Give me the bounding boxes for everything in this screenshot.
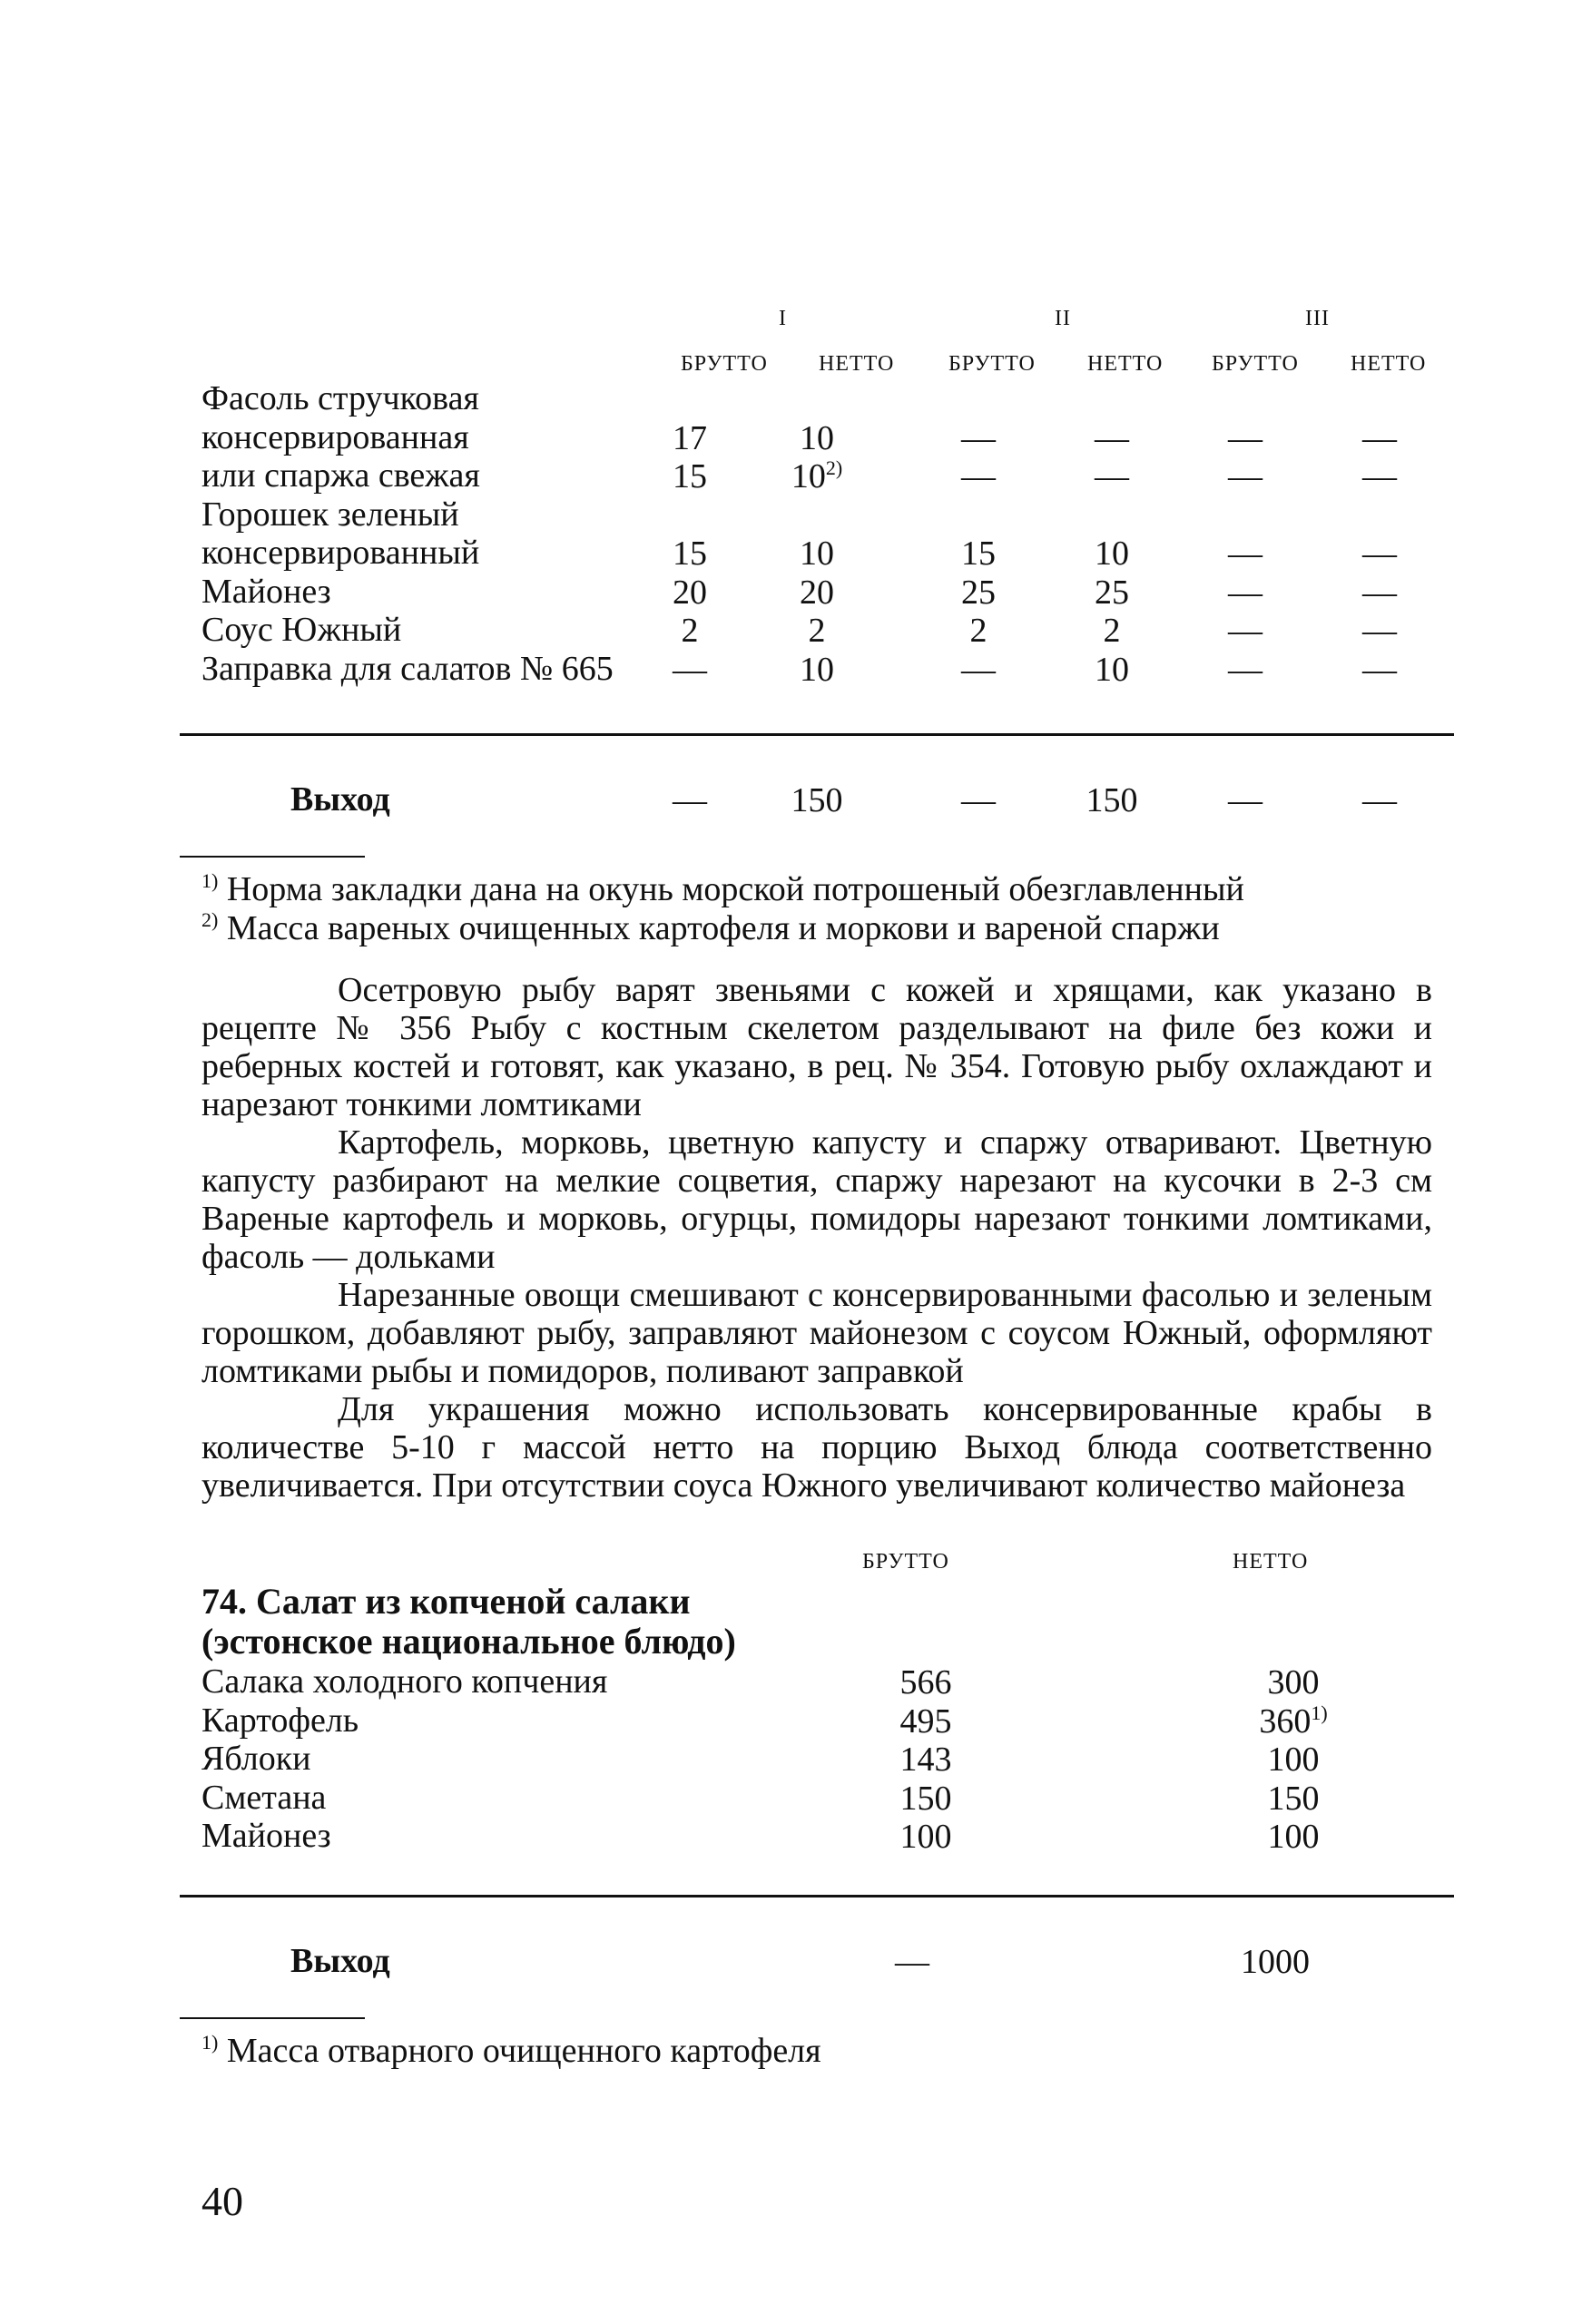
recipe-brutto-value: 566 <box>899 1663 952 1701</box>
output-value: — <box>961 781 996 819</box>
table-rule <box>180 1895 1454 1897</box>
recipe-subtitle: (эстонское национальное блюдо) <box>201 1621 736 1662</box>
ingredient-value: 10 <box>1095 650 1129 689</box>
recipe-netto-value: 100 <box>1267 1741 1320 1779</box>
ingredient-name: Горошек зеленый <box>201 495 459 534</box>
footnote-mark: 2) <box>825 456 843 479</box>
group-header-iii: III <box>1305 307 1330 330</box>
ingredient-value: 2 <box>808 612 826 650</box>
recipe-output-brutto: — <box>895 1943 929 1981</box>
column-subheader: БРУТТО <box>1212 352 1299 376</box>
recipe-ingredient-name: Картофель <box>201 1701 359 1740</box>
page-number: 40 <box>201 2178 243 2224</box>
footnote-1: $^{1)}$ Норма закладки дана на окунь морской потрошеный обезглавленный <box>201 869 1244 908</box>
recipe-brutto-value: 143 <box>899 1741 952 1779</box>
ingredient-name: Майонез <box>201 572 331 611</box>
ingredient-value: — <box>1228 457 1263 495</box>
ingredient-value: — <box>1228 534 1263 573</box>
recipe-output-netto: 1000 <box>1241 1943 1310 1981</box>
ingredient-value: 10$^{2)}$ <box>791 456 843 495</box>
ingredient-name: консервированная <box>201 417 469 456</box>
column-subheader: БРУТТО <box>681 352 768 376</box>
footnote-rule <box>180 856 365 858</box>
ingredient-value: 2 <box>1103 612 1121 650</box>
ingredient-value: 20 <box>800 573 834 612</box>
ingredient-value: — <box>1362 418 1397 457</box>
output-value: 150 <box>791 781 843 819</box>
ingredient-value: 15 <box>961 534 996 573</box>
ingredient-value: 10 <box>800 418 834 457</box>
ingredient-value: — <box>1095 418 1129 457</box>
col-netto-header: НЕТТО <box>1233 1550 1309 1574</box>
paragraph: Для украшения можно использовать консервированные крабы в количестве 5-10 г массой нетто на порцию Выход блюда соответственно увеличивается. При отсутствии соуса Южного увеличивают количество майонеза <box>201 1390 1432 1505</box>
ingredient-value: 10 <box>1095 534 1129 573</box>
column-subheader: НЕТТО <box>819 352 895 376</box>
output-value: 150 <box>1086 781 1138 819</box>
output-label: Выход <box>290 780 390 819</box>
paragraph: Картофель, морковь, цветную капусту и спаржу отваривают. Цветную капусту разбирают на мелкие соцветия, спаржу нарезают на кусочки в 2-3 см Вареные картофель и морковь, огурцы, помидоры нарезают тонкими ломтиками, фасоль — дольками <box>201 1123 1432 1276</box>
recipe-brutto-value: 100 <box>899 1818 952 1856</box>
footnote-2: $^{2)}$ Масса вареных очищенных картофеля и моркови и вареной спаржи <box>201 908 1220 947</box>
output-value: — <box>1228 781 1263 819</box>
ingredient-value: 10 <box>800 650 834 689</box>
ingredient-value: — <box>961 650 996 689</box>
ingredient-name: или спаржа свежая <box>201 456 480 495</box>
recipe-ingredient-name: Майонез <box>201 1817 331 1855</box>
paragraph: Осетровую рыбу варят звеньями с кожей и хрящами, как указано в рецепте № 356 Рыбу с костным скелетом разделывают на филе без кожи и реберных костей и готовят, как указано, в рец. № 354. Готовую рыбу охлаждают и нарезают тонкими ломтиками <box>201 971 1432 1123</box>
table-rule <box>180 733 1454 736</box>
ingredient-value: — <box>961 418 996 457</box>
ingredient-value: — <box>1362 534 1397 573</box>
column-subheader: НЕТТО <box>1087 352 1164 376</box>
recipe-netto-value: 360$^{1)}$ <box>1259 1701 1328 1741</box>
ingredient-name: Фасоль стручковая <box>201 379 479 417</box>
ingredient-value: 17 <box>673 418 707 457</box>
recipe-ingredient-name: Яблоки <box>201 1740 311 1778</box>
recipe-output-label: Выход <box>290 1942 390 1980</box>
footnote-rule <box>180 2017 365 2019</box>
footnote-potato: $^{1)}$ Масса отварного очищенного картофеля <box>201 2031 821 2070</box>
ingredient-value: — <box>1095 457 1129 495</box>
ingredient-value: 25 <box>1095 573 1129 612</box>
paragraph: Нарезанные овощи смешивают с консервированными фасолью и зеленым горошком, добавляют рыбу, заправляют майонезом с соусом Южный, оформляют ломтиками рыбы и помидоров, поливают заправкой <box>201 1276 1432 1390</box>
ingredient-value: — <box>1362 457 1397 495</box>
ingredient-value: — <box>961 457 996 495</box>
column-subheader: НЕТТО <box>1351 352 1427 376</box>
ingredient-value: 15 <box>673 457 707 495</box>
output-value: — <box>673 781 707 819</box>
ingredient-value: 20 <box>673 573 707 612</box>
ingredient-value: — <box>1362 650 1397 689</box>
recipe-netto-value: 300 <box>1267 1663 1320 1701</box>
ingredient-value: — <box>673 650 707 689</box>
col-brutto-header: БРУТТО <box>862 1550 949 1574</box>
recipe-ingredient-name: Сметана <box>201 1778 327 1817</box>
recipe-ingredient-name: Салака холодного копчения <box>201 1662 608 1701</box>
recipe-netto-value: 100 <box>1267 1818 1320 1856</box>
recipe-netto-value: 150 <box>1267 1779 1320 1818</box>
ingredient-value: — <box>1228 612 1263 650</box>
group-header-i: I <box>779 307 787 330</box>
ingredient-value: 2 <box>681 612 699 650</box>
ingredient-name: Соус Южный <box>201 611 402 649</box>
ingredient-value: — <box>1228 573 1263 612</box>
output-value: — <box>1362 781 1397 819</box>
ingredient-value: 25 <box>961 573 996 612</box>
ingredient-value: — <box>1228 418 1263 457</box>
ingredient-value: 10 <box>800 534 834 573</box>
recipe-brutto-value: 495 <box>899 1701 952 1741</box>
recipe-description <box>201 971 1432 1505</box>
ingredient-value: — <box>1362 573 1397 612</box>
ingredient-value: 2 <box>969 612 987 650</box>
ingredient-name: консервированный <box>201 534 480 572</box>
column-subheader: БРУТТО <box>948 352 1036 376</box>
recipe-brutto-value: 150 <box>899 1779 952 1818</box>
ingredient-value: — <box>1228 650 1263 689</box>
ingredient-name: Заправка для салатов № 665 <box>201 649 614 688</box>
group-header-ii: II <box>1055 307 1071 330</box>
recipe-title: 74. Салат из копченой салаки <box>201 1581 691 1622</box>
ingredient-value: 15 <box>673 534 707 573</box>
ingredient-value: — <box>1362 612 1397 650</box>
footnote-mark: 1) <box>1311 1701 1328 1724</box>
